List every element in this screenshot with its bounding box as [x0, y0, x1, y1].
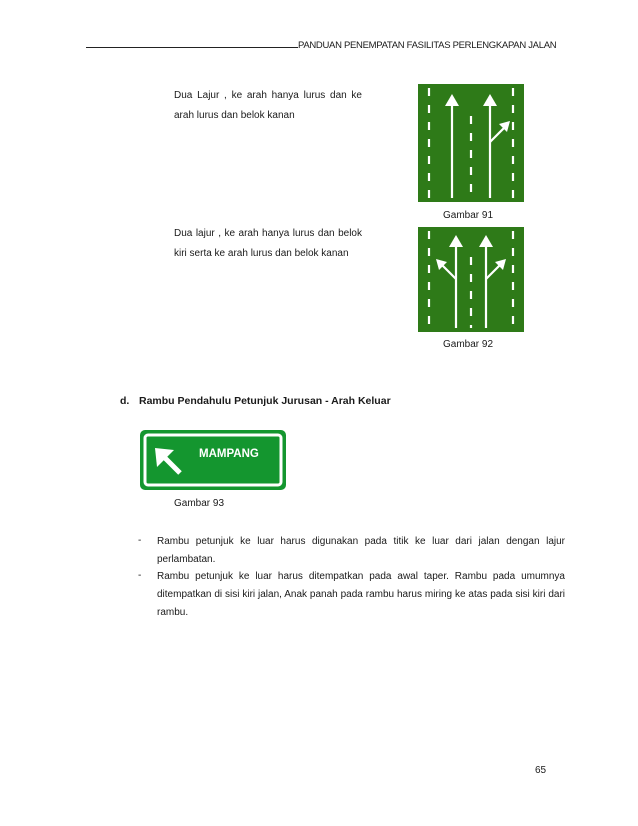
item-1-description: Dua Lajur , ke arah hanya lurus dan ke arah lurus dan belok kanan [174, 90, 362, 121]
section-letter: d. [120, 395, 130, 407]
exit-direction-sign [140, 430, 286, 490]
bullet-dash-2: - [138, 570, 142, 581]
bullet-text-1: Rambu petunjuk ke luar harus digunakan pada titik ke luar dari jalan dengan lajur perlambatan. [157, 536, 565, 565]
figure-91-caption: Gambar 91 [443, 210, 494, 221]
lane-sign-straight-left-straight-right [418, 227, 524, 332]
header-rule [86, 47, 298, 48]
section-title: Rambu Pendahulu Petunjuk Jurusan - Arah Keluar [139, 395, 391, 407]
bullet-text-2: Rambu petunjuk ke luar harus ditempatkan pada awal taper. Rambu pada umumnya ditempatkan di sisi kiri jalan, Anak panah pada rambu harus miring ke atas pada sisi kiri dari rambu. [157, 571, 565, 618]
figure-93-caption: Gambar 93 [174, 498, 225, 509]
running-header: PANDUAN PENEMPATAN FASILITAS PERLENGKAPAN JALAN [298, 40, 557, 51]
exit-sign-text: MAMPANG [199, 448, 259, 460]
figure-92-caption: Gambar 92 [443, 339, 494, 350]
bullet-dash-1: - [138, 535, 142, 546]
page-number: 65 [535, 765, 547, 776]
lane-sign-straight-straight-right [418, 84, 524, 202]
item-2-description: Dua lajur , ke arah hanya lurus dan belok kiri serta ke arah lurus dan belok kanan [174, 228, 362, 259]
